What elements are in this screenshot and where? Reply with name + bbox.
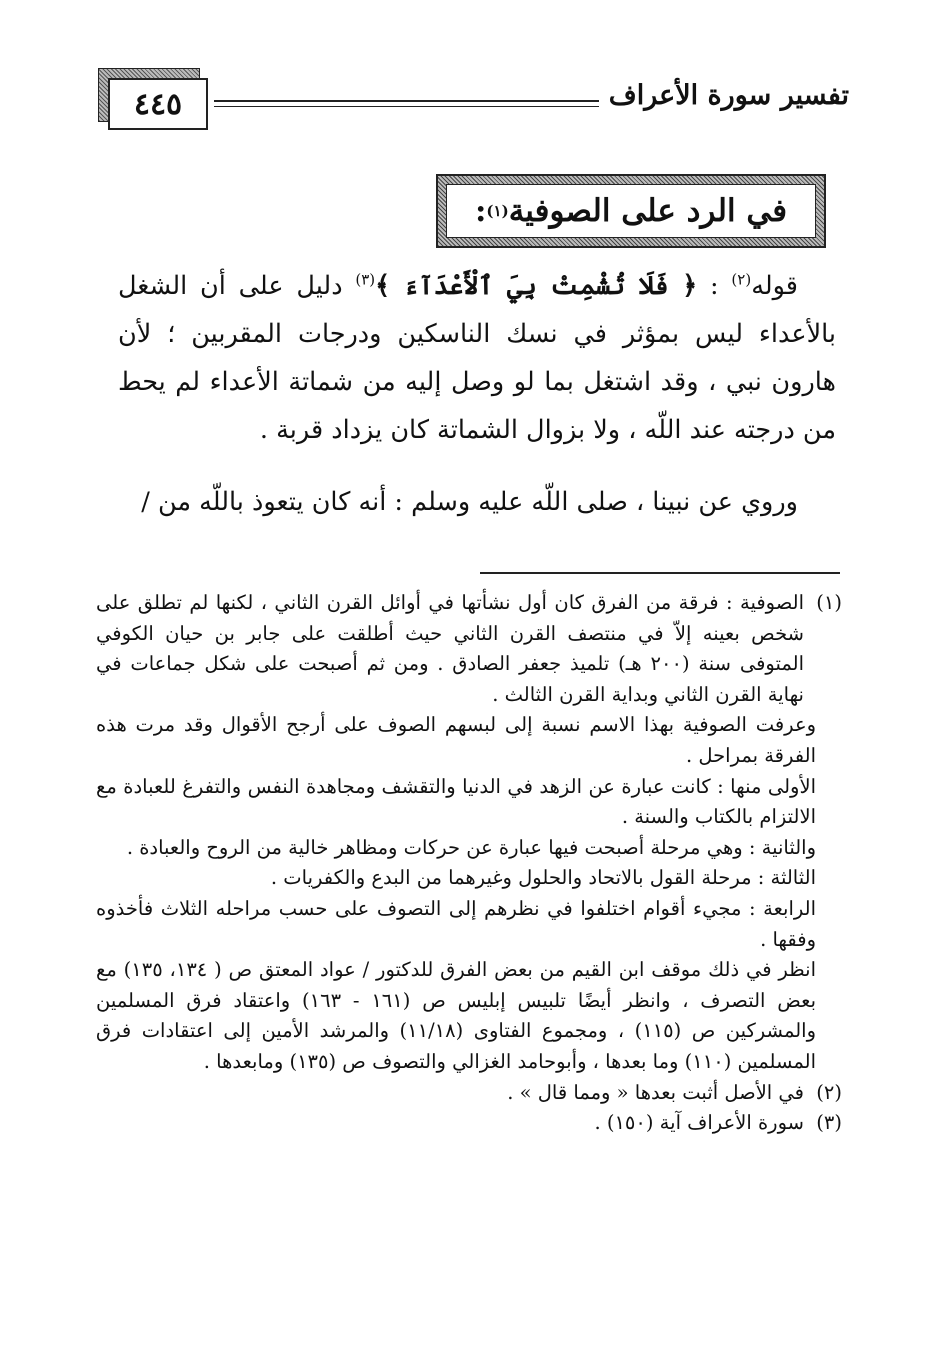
footnote-1 bbox=[96, 588, 842, 1078]
footnote-line: انظر في ذلك موقف ابن القيم من بعض الفرق للدكتور / عواد المعتق ص ( ١٣٤، ١٣٥) مع بعض التصرف ، وانظر أيضًا تلبيس إبليس ص (١٦١ - ١٦٣) واعتقاد فرق المسلمين والمشركين ص (١١٥) ، ومجموع الفتاوى (١١/١٨) والمرشد الأمين إلى اعتقادات فرق المسلمين (١١٠) وما بعدها ، وأبوحامد الغزالي والتصوف ص (١٣٥) ومابعدها . bbox=[96, 958, 817, 1073]
footnote-line: الرابعة : مجيء أقوام اختلفوا في نظرهم إلى التصوف على حسب مراحله الثلاث فأخذوه وفقها . bbox=[96, 896, 816, 951]
footnote-number: (٣) bbox=[816, 1111, 842, 1135]
paragraph-1 bbox=[118, 262, 836, 454]
page-number-box bbox=[98, 68, 210, 130]
paragraph-2: وروي عن نبينا ، صلى اللّه عليه وسلم : أنه كان يتعوذ باللّه من / bbox=[141, 487, 798, 517]
section-heading: في الرد على الصوفية (١) : bbox=[446, 184, 816, 238]
paragraph-1-lead-ref: (٢) bbox=[731, 270, 752, 289]
footnote-3 bbox=[96, 1108, 842, 1139]
footnote-line: سورة الأعراف آية (١٥٠) . bbox=[594, 1111, 804, 1135]
paragraph-1-rest: دليل على أن الشغل بالأعداء ليس بمؤثر في نسك الناسكين ودرجات المقربين ؛ لأن هارون نبي ، وقد اشتغل بما لو وصل إليه من شماتة الأعداء لم يحط من درجته عند اللّه ، ولا بزوال الشماتة كان يزداد قربة . bbox=[118, 271, 836, 445]
footnote-line: وعرفت الصوفية بهذا الاسم نسبة إلى لبسهم الصوف على أرجح الأقوال وقد مرت هذه الفرقة بمراحل . bbox=[96, 713, 816, 767]
section-heading-colon: : bbox=[474, 193, 487, 229]
paragraph-1-lead: قوله bbox=[751, 271, 798, 301]
running-title: تفسير سورة الأعراف bbox=[608, 80, 849, 111]
section-heading-text: في الرد على الصوفية bbox=[508, 193, 788, 229]
footnotes bbox=[96, 588, 842, 1139]
quran-verse: ﴿ فَلَا تُشْمِتْ بِيَ ٱلْأَعْدَآءَ ﴾ bbox=[375, 271, 698, 301]
footnote-number: (٢) bbox=[816, 1080, 842, 1104]
footnote-line: والثانية : وهي مرحلة أصبحت فيها عبارة عن حركات ومظاهر خالية من الروح والعبادة . bbox=[126, 835, 816, 859]
footnote-line: الصوفية : فرقة من الفرق كان أول نشأتها في أوائل القرن الثاني ، لكنها لم تطلق على شخص بعينه إلاّ في منتصف القرن الثاني حيث أطلقت على جابر بن حيان الكوفي المتوفى سنة (٢٠٠ هـ) تلميذ جعفر الصادق . ومن ثم أصبحت على شكل جماعات في نهاية القرن الثاني وبداية القرن الثالث . bbox=[96, 591, 804, 706]
paragraph-1-colon: : bbox=[697, 271, 732, 301]
section-heading-frame bbox=[436, 174, 826, 248]
header-rule bbox=[214, 100, 599, 102]
footnote-line: الأولى منها : كانت عبارة عن الزهد في الدنيا والتقشف ومجاهدة النفس والتفرغ للعبادة مع الالتزام بالكتاب والسنة . bbox=[96, 774, 816, 829]
footnote-2 bbox=[96, 1078, 842, 1109]
footnote-divider bbox=[480, 572, 840, 574]
quran-verse-ref: (٣) bbox=[355, 270, 376, 289]
footnote-line: في الأصل أثبت بعدها « ومما قال » . bbox=[507, 1080, 804, 1104]
footnote-line: الثالثة : مرحلة القول بالاتحاد والحلول وغيرهما من البدع والكفريات . bbox=[270, 866, 816, 890]
footnote-number: (١) bbox=[816, 591, 842, 614]
page-number: ٤٤٥ bbox=[108, 78, 208, 130]
